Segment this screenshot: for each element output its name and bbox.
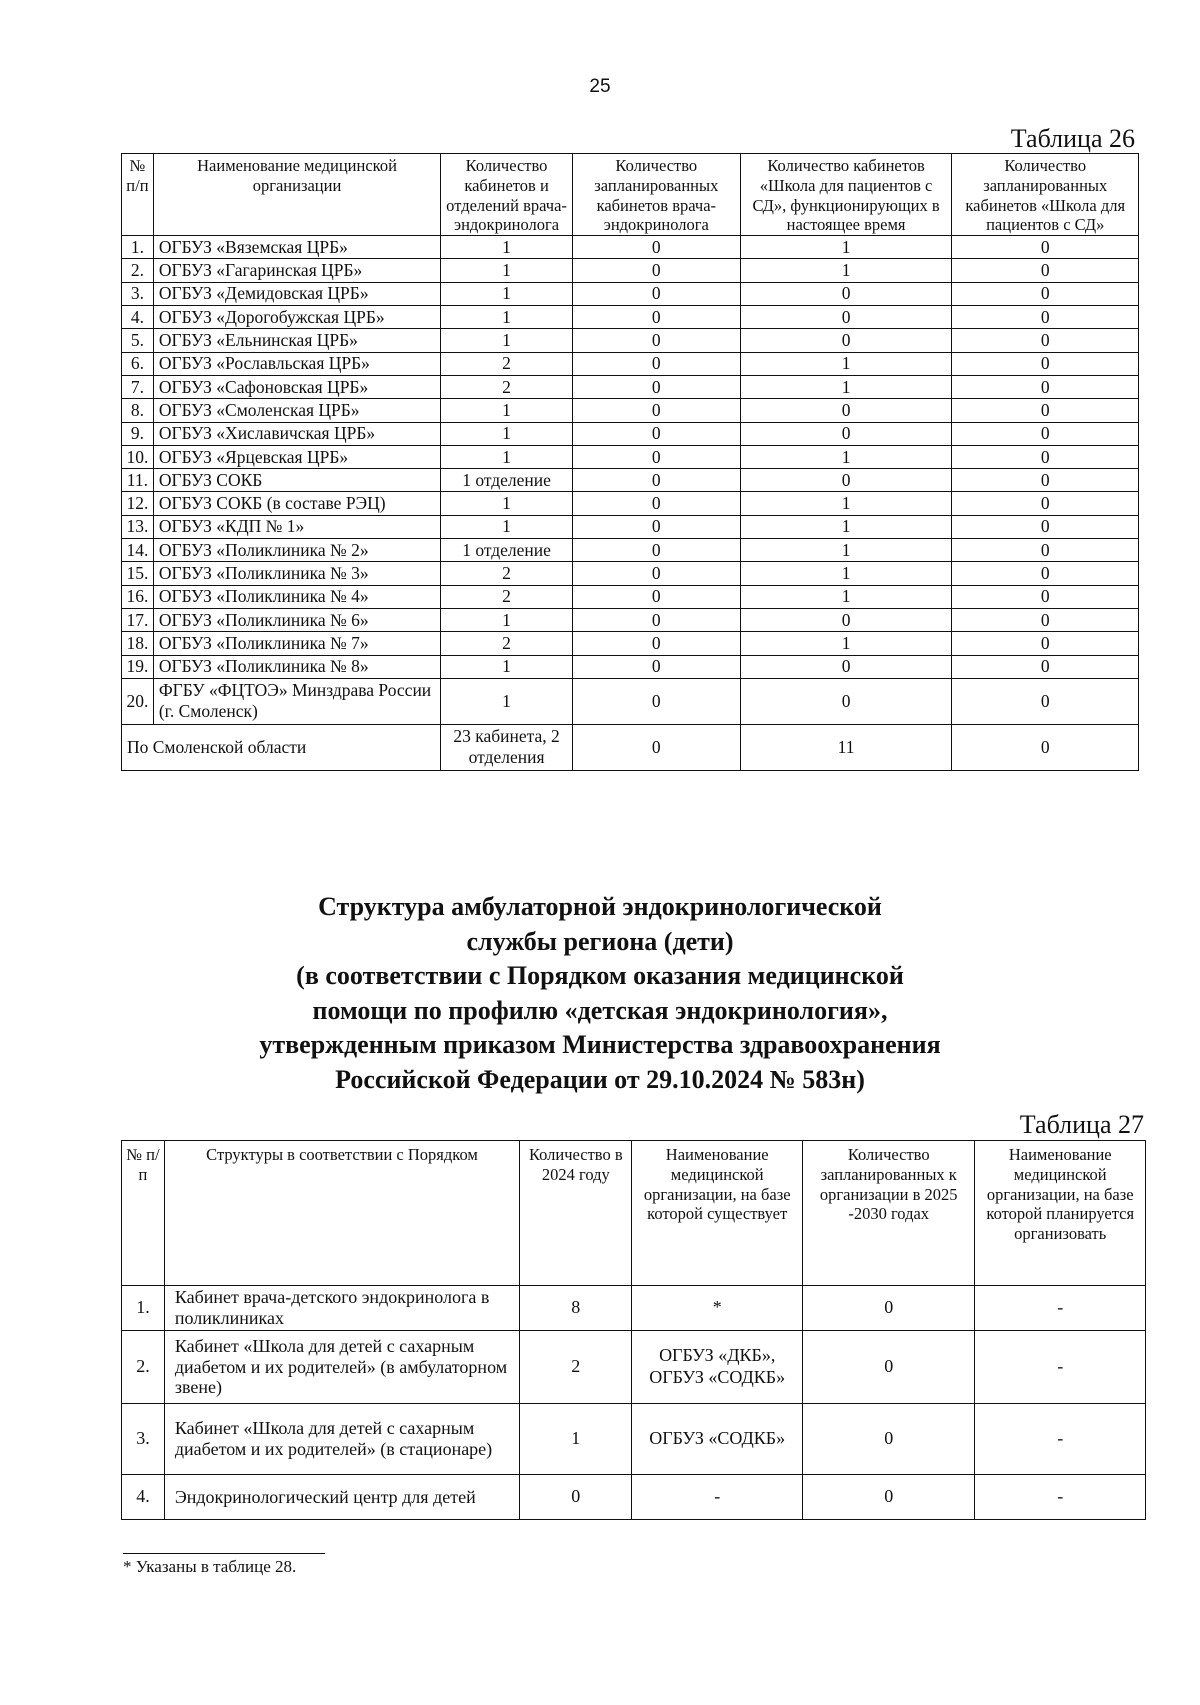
row-number: 14.: [122, 539, 154, 562]
header-cell: Наименование медицинской организации, на базе которой существует: [632, 1141, 802, 1286]
school-cabinets: 1: [740, 492, 952, 515]
planned-school-cabinets: 0: [952, 539, 1139, 562]
table-row: [122, 445, 1139, 468]
total-cell: 23 кабинета, 2 отделения: [441, 724, 573, 770]
heading-line: помощи по профилю «детская эндокринология»,: [312, 995, 888, 1025]
planned-cabinets: 0: [572, 422, 740, 445]
planned-school-cabinets: 0: [952, 259, 1139, 282]
planned-cabinets: 0: [572, 469, 740, 492]
org-name: ОГБУЗ «Демидовская ЦРБ»: [153, 282, 440, 305]
org-name: ОГБУЗ СОКБ (в составе РЭЦ): [153, 492, 440, 515]
planned-cabinets: 0: [572, 608, 740, 631]
school-cabinets: 1: [740, 259, 952, 282]
count-2024: 0: [520, 1475, 632, 1520]
header-cell: Наименование медицинской организации: [153, 154, 440, 236]
cabinets-count: 2: [441, 585, 573, 608]
planned-org: -: [975, 1286, 1146, 1331]
row-number: 4.: [122, 306, 154, 329]
row-number: 3.: [122, 282, 154, 305]
row-number: 12.: [122, 492, 154, 515]
table-26-header-row: [122, 154, 1139, 236]
existing-org: -: [632, 1475, 802, 1520]
cabinets-count: 1: [441, 306, 573, 329]
row-number: 1.: [122, 1286, 165, 1331]
table-row: [122, 492, 1139, 515]
table-row: [122, 329, 1139, 352]
planned-cabinets: 0: [572, 259, 740, 282]
table-27-header-row: [122, 1141, 1146, 1286]
org-name: ОГБУЗ «Смоленская ЦРБ»: [153, 399, 440, 422]
org-name: ОГБУЗ СОКБ: [153, 469, 440, 492]
count-2024: 2: [520, 1331, 632, 1404]
structure-name: Кабинет «Школа для детей с сахарным диабетом и их родителей» (в стационаре): [164, 1404, 519, 1475]
total-cell: 11: [740, 724, 952, 770]
school-cabinets: 1: [740, 515, 952, 538]
org-name: ОГБУЗ «Поликлиника № 8»: [153, 655, 440, 678]
structure-name: Кабинет врача-детского эндокринолога в поликлиниках: [164, 1286, 519, 1331]
planned-school-cabinets: 0: [952, 399, 1139, 422]
table-row: [122, 422, 1139, 445]
school-cabinets: 1: [740, 562, 952, 585]
org-name: ОГБУЗ «Поликлиника № 4»: [153, 585, 440, 608]
table-27: [121, 1140, 1146, 1520]
planned-school-cabinets: 0: [952, 306, 1139, 329]
planned-cabinets: 0: [572, 375, 740, 398]
school-cabinets: 0: [740, 655, 952, 678]
heading-line: Структура амбулаторной эндокринологической: [318, 892, 882, 921]
table-row: [122, 655, 1139, 678]
table-row: [122, 539, 1139, 562]
planned-cabinets: 0: [572, 585, 740, 608]
page-number: 25: [589, 76, 611, 97]
header-cell: № п/п: [122, 154, 154, 236]
header-cell: Количество кабинетов и отделений врача-эндокринолога: [441, 154, 573, 236]
heading-line: утвержденным приказом Министерства здравоохранения: [259, 1030, 941, 1060]
planned-cabinets: 0: [572, 678, 740, 724]
cabinets-count: 1: [441, 399, 573, 422]
planned-cabinets: 0: [572, 236, 740, 259]
row-number: 16.: [122, 585, 154, 608]
org-name: ОГБУЗ «Поликлиника № 2»: [153, 539, 440, 562]
cabinets-count: 1 отделение: [441, 469, 573, 492]
planned-school-cabinets: 0: [952, 469, 1139, 492]
school-cabinets: 1: [740, 632, 952, 655]
structure-name: Кабинет «Школа для детей с сахарным диабетом и их родителей» (в амбулаторном звене): [164, 1331, 519, 1404]
school-cabinets: 0: [740, 678, 952, 724]
planned-org: -: [975, 1404, 1146, 1475]
org-name: ФГБУ «ФЦТОЭ» Минздрава России (г. Смоленск): [153, 678, 440, 724]
row-number: 5.: [122, 329, 154, 352]
header-cell: № п/п: [122, 1141, 165, 1286]
table-row: [122, 1331, 1146, 1404]
planned-cabinets: 0: [572, 539, 740, 562]
cabinets-count: 1: [441, 515, 573, 538]
org-name: ОГБУЗ «Ельнинская ЦРБ»: [153, 329, 440, 352]
school-cabinets: 0: [740, 399, 952, 422]
cabinets-count: 1: [441, 259, 573, 282]
table-row: [122, 282, 1139, 305]
school-cabinets: 0: [740, 329, 952, 352]
school-cabinets: 0: [740, 422, 952, 445]
row-number: 8.: [122, 399, 154, 422]
cabinets-count: 2: [441, 562, 573, 585]
heading-line: службы региона (дети): [466, 926, 734, 956]
row-number: 2.: [122, 259, 154, 282]
cabinets-count: 2: [441, 375, 573, 398]
section-heading: [150, 890, 1050, 1097]
table-row: [122, 306, 1139, 329]
planned-count: 0: [802, 1475, 975, 1520]
school-cabinets: 0: [740, 282, 952, 305]
planned-org: -: [975, 1331, 1146, 1404]
row-number: 3.: [122, 1404, 165, 1475]
planned-cabinets: 0: [572, 655, 740, 678]
row-number: 20.: [122, 678, 154, 724]
cabinets-count: 1: [441, 236, 573, 259]
school-cabinets: 1: [740, 375, 952, 398]
header-cell: Количество запланированных кабинетов врача-эндокринолога: [572, 154, 740, 236]
row-number: 19.: [122, 655, 154, 678]
org-name: ОГБУЗ «КДП № 1»: [153, 515, 440, 538]
row-number: 9.: [122, 422, 154, 445]
planned-school-cabinets: 0: [952, 445, 1139, 468]
table-row: [122, 375, 1139, 398]
cabinets-count: 1: [441, 445, 573, 468]
row-number: 7.: [122, 375, 154, 398]
table-27-caption: Таблица 27: [1019, 1110, 1144, 1139]
org-name: ОГБУЗ «Поликлиника № 7»: [153, 632, 440, 655]
planned-school-cabinets: 0: [952, 585, 1139, 608]
org-name: ОГБУЗ «Рославльская ЦРБ»: [153, 352, 440, 375]
school-cabinets: 1: [740, 445, 952, 468]
planned-school-cabinets: 0: [952, 329, 1139, 352]
school-cabinets: 1: [740, 352, 952, 375]
footnote-divider: [123, 1553, 325, 1554]
existing-org: *: [632, 1286, 802, 1331]
org-name: ОГБУЗ «Поликлиника № 6»: [153, 608, 440, 631]
table-row: [122, 608, 1139, 631]
table-26-total-row: [122, 724, 1139, 770]
planned-cabinets: 0: [572, 562, 740, 585]
table-row: [122, 352, 1139, 375]
planned-count: 0: [802, 1404, 975, 1475]
header-cell: Количество в 2024 году: [520, 1141, 632, 1286]
planned-count: 0: [802, 1331, 975, 1404]
planned-count: 0: [802, 1286, 975, 1331]
cabinets-count: 1 отделение: [441, 539, 573, 562]
total-cell: 0: [572, 724, 740, 770]
row-number: 10.: [122, 445, 154, 468]
table-26: [121, 153, 1139, 771]
planned-cabinets: 0: [572, 329, 740, 352]
row-number: 6.: [122, 352, 154, 375]
table-row: [122, 236, 1139, 259]
planned-school-cabinets: 0: [952, 375, 1139, 398]
planned-cabinets: 0: [572, 306, 740, 329]
cabinets-count: 1: [441, 492, 573, 515]
row-number: 15.: [122, 562, 154, 585]
planned-school-cabinets: 0: [952, 562, 1139, 585]
planned-cabinets: 0: [572, 492, 740, 515]
structure-name: Эндокринологический центр для детей: [164, 1475, 519, 1520]
row-number: 2.: [122, 1331, 165, 1404]
planned-school-cabinets: 0: [952, 282, 1139, 305]
table-row: [122, 562, 1139, 585]
cabinets-count: 1: [441, 422, 573, 445]
planned-cabinets: 0: [572, 399, 740, 422]
table-row: [122, 259, 1139, 282]
cabinets-count: 1: [441, 678, 573, 724]
row-number: 13.: [122, 515, 154, 538]
row-number: 1.: [122, 236, 154, 259]
planned-cabinets: 0: [572, 282, 740, 305]
planned-school-cabinets: 0: [952, 236, 1139, 259]
planned-school-cabinets: 0: [952, 515, 1139, 538]
table-row: [122, 632, 1139, 655]
school-cabinets: 1: [740, 585, 952, 608]
table-row: [122, 1286, 1146, 1331]
table-row: [122, 678, 1139, 724]
planned-cabinets: 0: [572, 445, 740, 468]
planned-cabinets: 0: [572, 515, 740, 538]
planned-school-cabinets: 0: [952, 655, 1139, 678]
planned-school-cabinets: 0: [952, 678, 1139, 724]
cabinets-count: 1: [441, 329, 573, 352]
total-label: По Смоленской области: [122, 724, 441, 770]
count-2024: 1: [520, 1404, 632, 1475]
row-number: 4.: [122, 1475, 165, 1520]
org-name: ОГБУЗ «Сафоновская ЦРБ»: [153, 375, 440, 398]
planned-school-cabinets: 0: [952, 352, 1139, 375]
table-row: [122, 469, 1139, 492]
total-cell: 0: [952, 724, 1139, 770]
header-cell: Количество запланированных к организации в 2025 -2030 годах: [802, 1141, 975, 1286]
cabinets-count: 2: [441, 352, 573, 375]
planned-school-cabinets: 0: [952, 422, 1139, 445]
planned-school-cabinets: 0: [952, 608, 1139, 631]
table-row: [122, 399, 1139, 422]
row-number: 18.: [122, 632, 154, 655]
org-name: ОГБУЗ «Ярцевская ЦРБ»: [153, 445, 440, 468]
cabinets-count: 1: [441, 282, 573, 305]
heading-line: (в соответствии с Порядком оказания медицинской: [296, 961, 904, 991]
cabinets-count: 1: [441, 608, 573, 631]
school-cabinets: 0: [740, 469, 952, 492]
row-number: 11.: [122, 469, 154, 492]
table-26-caption: Таблица 26: [1010, 124, 1135, 153]
existing-org: ОГБУЗ «ДКБ», ОГБУЗ «СОДКБ»: [632, 1331, 802, 1404]
cabinets-count: 1: [441, 655, 573, 678]
table-row: [122, 1475, 1146, 1520]
row-number: 17.: [122, 608, 154, 631]
header-cell: Структуры в соответствии с Порядком: [164, 1141, 519, 1286]
count-2024: 8: [520, 1286, 632, 1331]
school-cabinets: 0: [740, 608, 952, 631]
header-cell: Количество запланированных кабинетов «Школа для пациентов с СД»: [952, 154, 1139, 236]
table-row: [122, 515, 1139, 538]
planned-school-cabinets: 0: [952, 632, 1139, 655]
org-name: ОГБУЗ «Поликлиника № 3»: [153, 562, 440, 585]
school-cabinets: 0: [740, 306, 952, 329]
org-name: ОГБУЗ «Дорогобужская ЦРБ»: [153, 306, 440, 329]
school-cabinets: 1: [740, 236, 952, 259]
planned-cabinets: 0: [572, 352, 740, 375]
org-name: ОГБУЗ «Гагаринская ЦРБ»: [153, 259, 440, 282]
table-row: [122, 585, 1139, 608]
planned-org: -: [975, 1475, 1146, 1520]
school-cabinets: 1: [740, 539, 952, 562]
org-name: ОГБУЗ «Хиславичская ЦРБ»: [153, 422, 440, 445]
cabinets-count: 2: [441, 632, 573, 655]
table-row: [122, 1404, 1146, 1475]
org-name: ОГБУЗ «Вяземская ЦРБ»: [153, 236, 440, 259]
existing-org: ОГБУЗ «СОДКБ»: [632, 1404, 802, 1475]
header-cell: Наименование медицинской организации, на базе которой планируется организовать: [975, 1141, 1146, 1286]
heading-line: Российской Федерации от 29.10.2024 № 583н): [335, 1064, 865, 1094]
planned-school-cabinets: 0: [952, 492, 1139, 515]
footnote: * Указаны в таблице 28.: [123, 1557, 297, 1576]
header-cell: Количество кабинетов «Школа для пациентов с СД», функционирующих в настоящее время: [740, 154, 952, 236]
planned-cabinets: 0: [572, 632, 740, 655]
